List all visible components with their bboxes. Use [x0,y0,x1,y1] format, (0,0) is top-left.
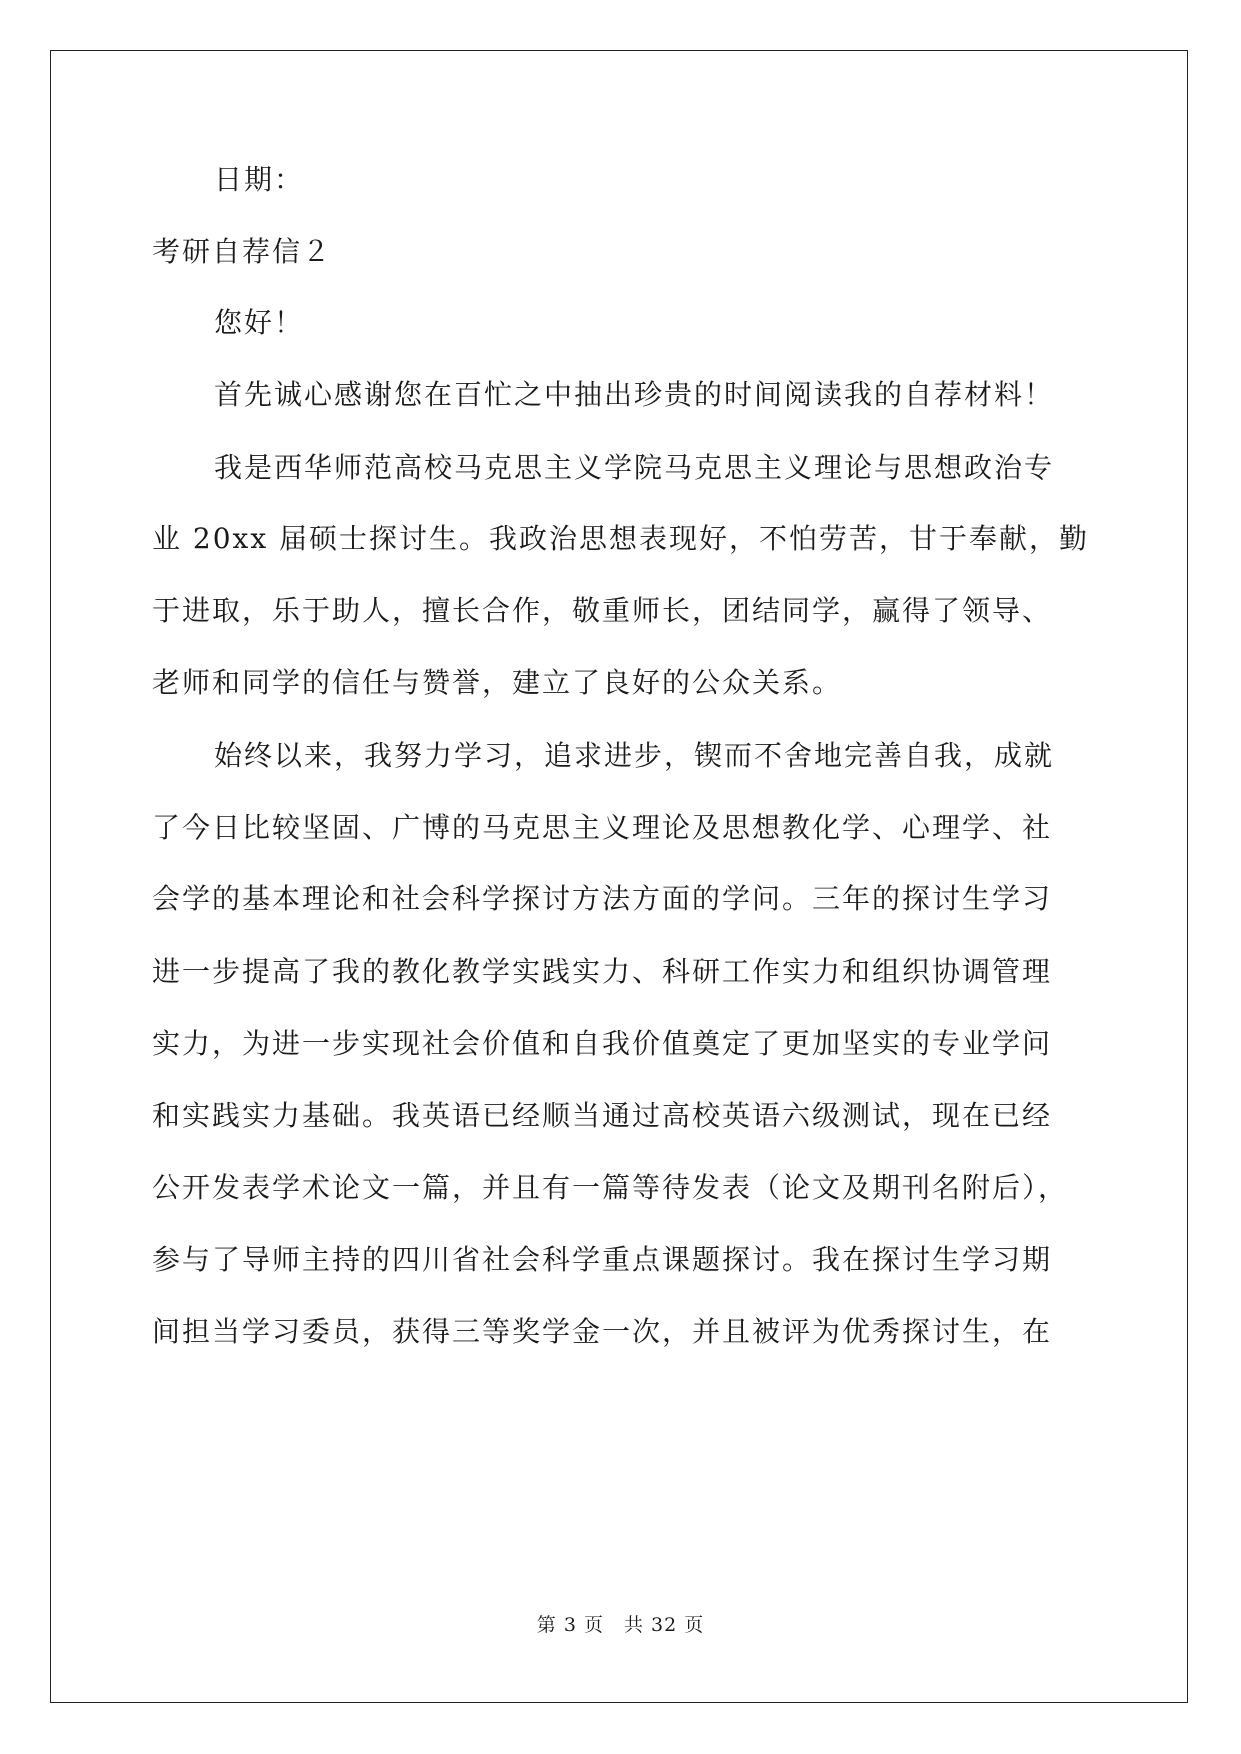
text-line: 始终以来，我努力学习，追求进步，锲而不舍地完善自我，成就 [214,739,1055,772]
letter-title: 考研自荐信２ [152,235,333,268]
text-line: 业 20xx 届硕士探讨生。我政治思想表现好，不怕劳苦，甘于奉献，勤 [152,522,1090,555]
text-line: 间担当学习委员，获得三等奖学金一次，并且被评为优秀探讨生，在 [152,1315,1053,1348]
text-line: 了今日比较坚固、广博的马克思主义理论及思想教化学、心理学、社 [152,811,1053,844]
text-line: 进一步提高了我的教化教学实践实力、科研工作实力和组织协调管理 [152,955,1053,988]
text-line: 实力，为进一步实现社会价值和自我价值奠定了更加坚实的专业学问 [152,1027,1053,1060]
page-border [50,50,1188,1703]
text-line: 我是西华师范高校马克思主义学院马克思主义理论与思想政治专 [214,451,1055,484]
greeting: 您好！ [214,306,305,339]
page-number-footer: 第 3 页 共 32 页 [536,1614,705,1636]
text-line: 于进取，乐于助人，擅长合作，敬重师长，团结同学，赢得了领导、 [152,594,1053,627]
text-line: 参与了导师主持的四川省社会科学重点课题探讨。我在探讨生学习期 [152,1243,1053,1276]
text-line: 会学的基本理论和社会科学探讨方法方面的学问。三年的探讨生学习 [152,882,1053,915]
text-line: 首先诚心感谢您在百忙之中抽出珍贵的时间阅读我的自荐材料！ [214,378,1055,411]
date-label: 日期： [214,163,305,196]
text-line: 和实践实力基础。我英语已经顺当通过高校英语六级测试，现在已经 [152,1099,1053,1132]
text-line: 公开发表学术论文一篇，并且有一篇等待发表（论文及期刊名附后）， [152,1171,1069,1204]
text-line: 老师和同学的信任与赞誉，建立了良好的公众关系。 [152,666,843,699]
